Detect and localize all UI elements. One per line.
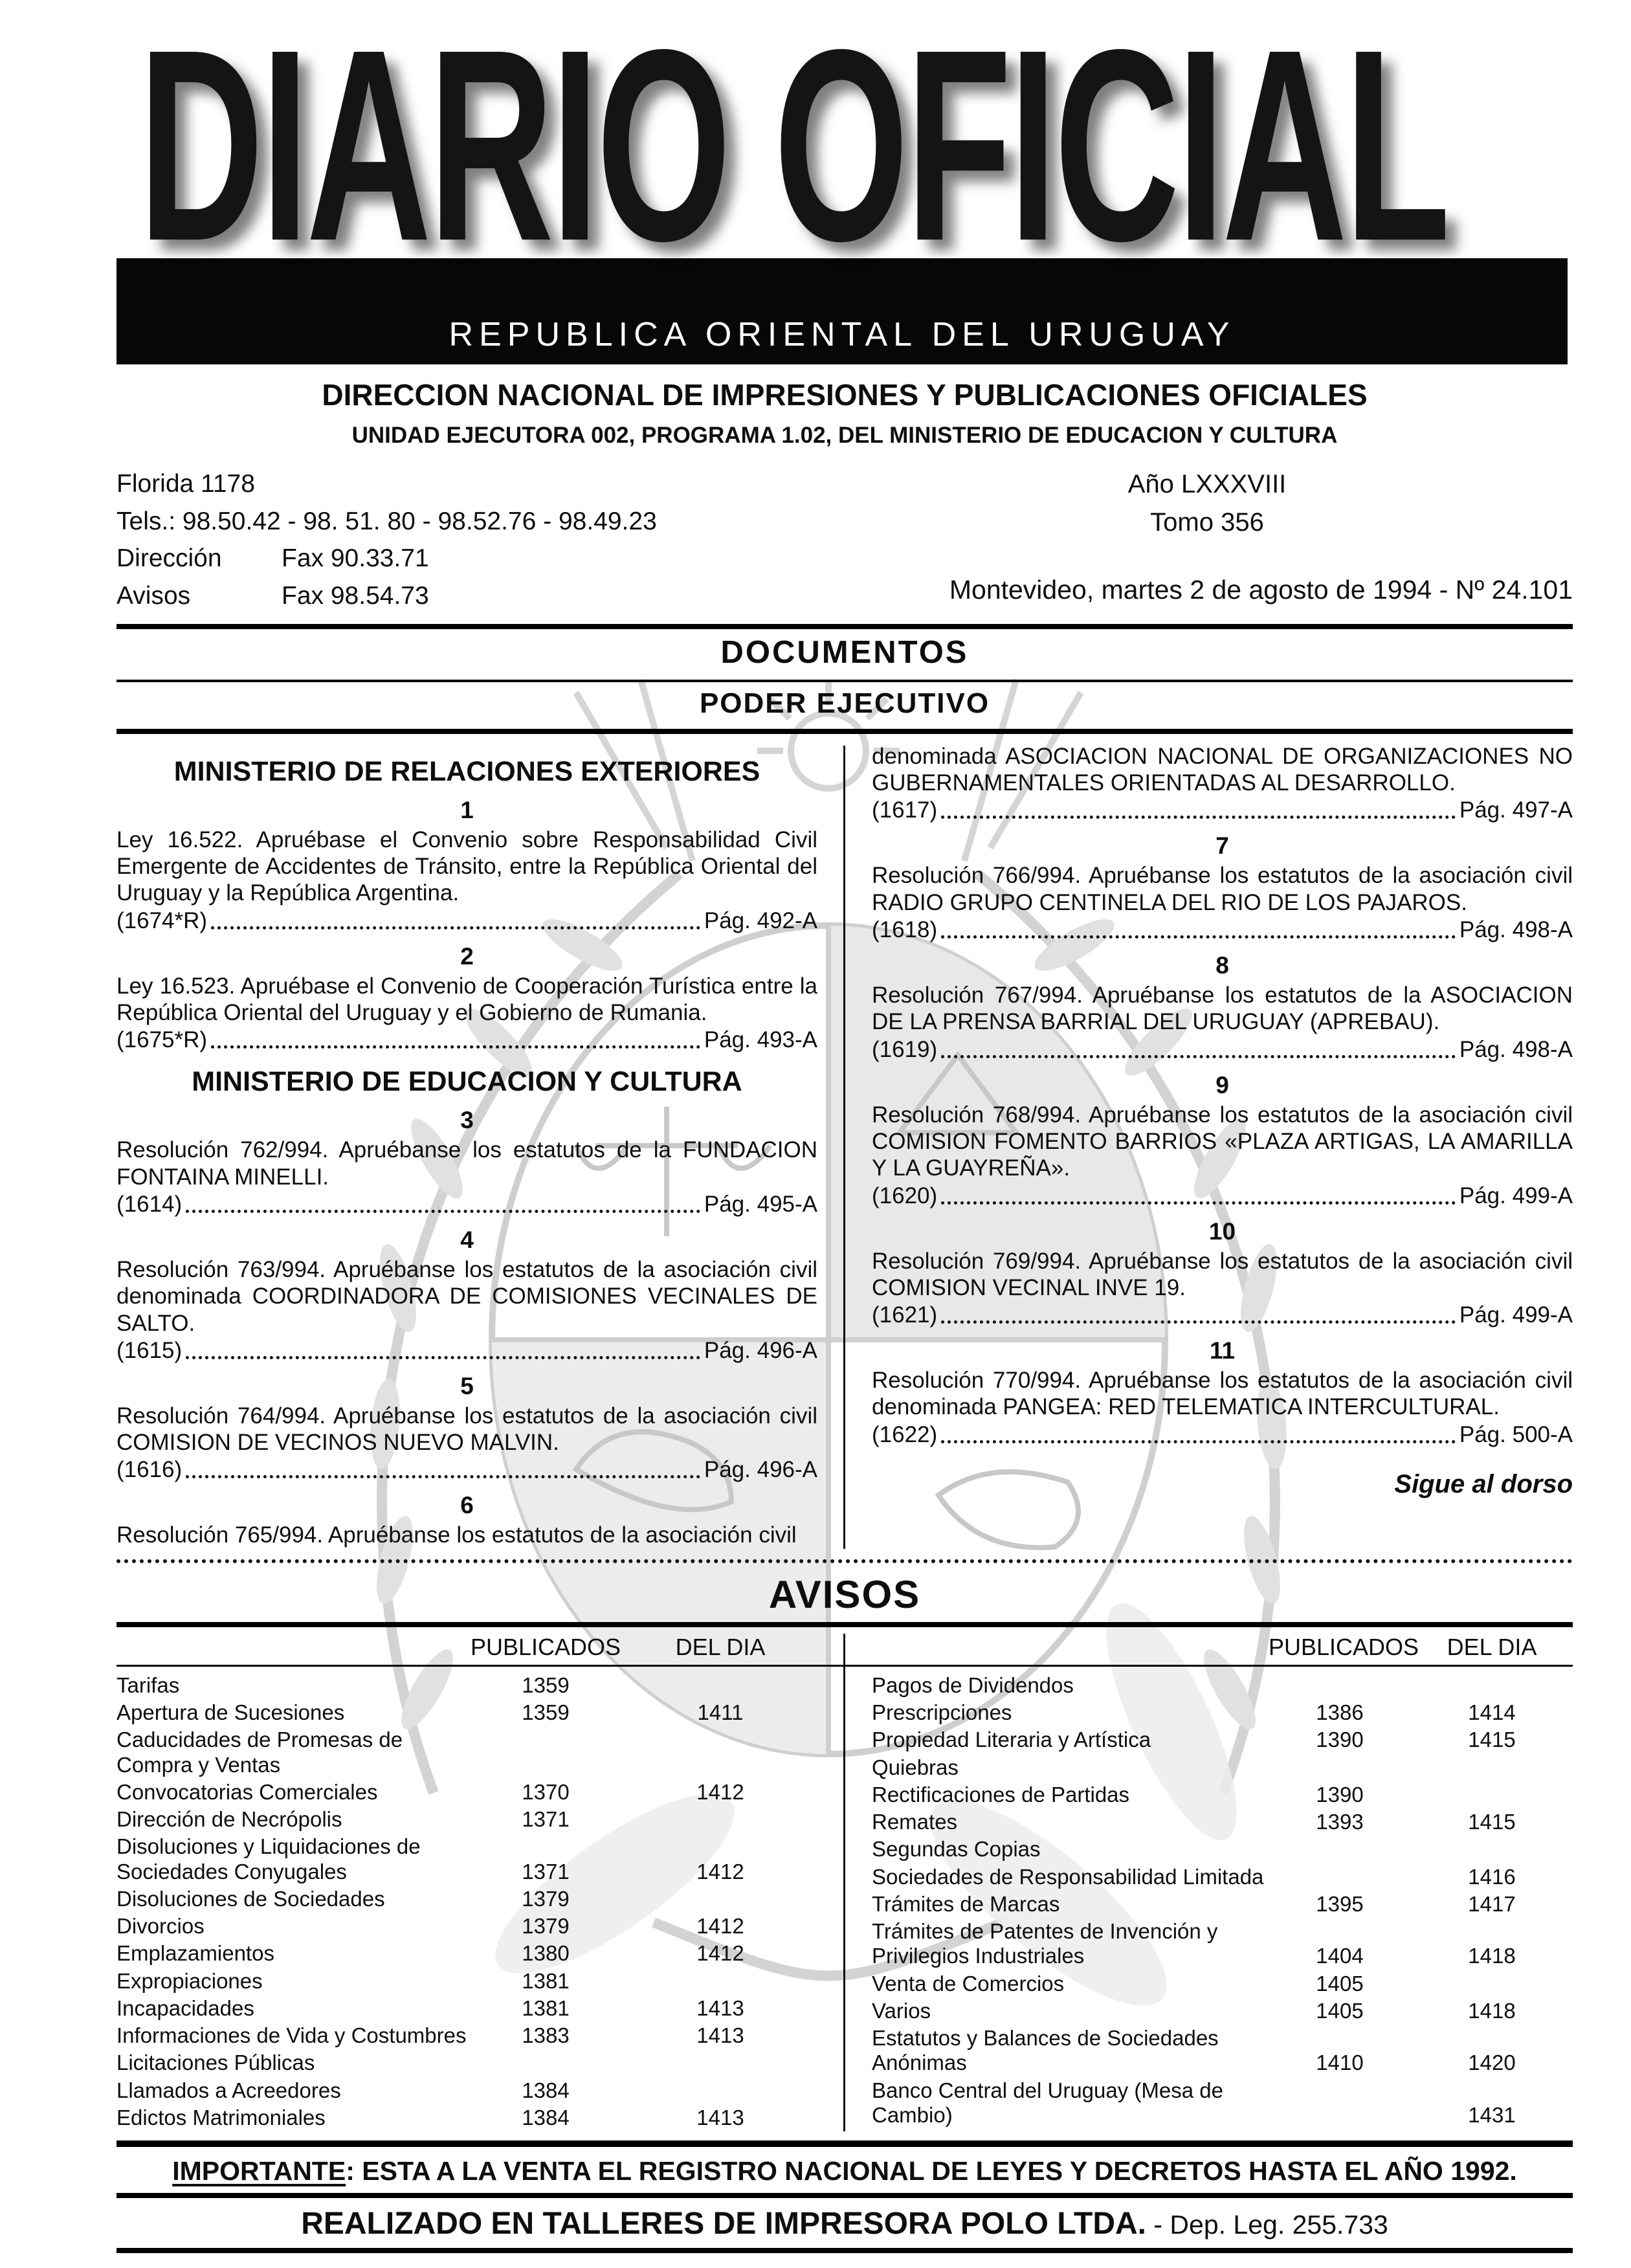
- avisos-row: [116, 2049, 817, 2076]
- toc-item-number: 6: [460, 1492, 474, 1519]
- toc-item-reference: [872, 1183, 1573, 1209]
- toc-page-number: Pág. 493-A: [704, 1027, 817, 1053]
- edition-info: [116, 465, 1573, 615]
- deldia-header: DEL DIA: [1447, 1633, 1537, 1660]
- avisos-row: [116, 1995, 817, 2022]
- avisos-deldia-value: 1415: [1468, 1728, 1516, 1752]
- toc-item-text: Ley 16.523. Apruébase el Convenio de Cooperación Turística entre la República Oriental del Uruguay y el Gobierno de Rumania.: [116, 973, 817, 1026]
- toc-page-number: Pág. 495-A: [704, 1191, 817, 1217]
- avisos-row: [872, 1997, 1573, 2025]
- avisos-row: [872, 1672, 1573, 1699]
- avisos-deldia-value: 1414: [1468, 1700, 1516, 1724]
- toc-page-number: Pág. 497-A: [1459, 797, 1573, 823]
- toc-ref-number: (1617): [872, 797, 938, 823]
- toc-item-number: 9: [1215, 1071, 1229, 1098]
- avisos-category-label: Edictos Matrimoniales: [116, 2105, 326, 2129]
- deldia-header: DEL DIA: [675, 1633, 766, 1660]
- dotted-leader: [941, 1055, 1456, 1058]
- address-line: [116, 465, 657, 503]
- avisos-row: [116, 1672, 817, 1699]
- avisos-publicados-value: 1379: [522, 1886, 570, 1911]
- avisos-row: [872, 1754, 1573, 1781]
- toc-right-entries: [872, 743, 1573, 1448]
- avisos-publicados-value: 1393: [1316, 1810, 1364, 1834]
- avisos-deldia-value: 1413: [696, 1996, 744, 2020]
- phones: 98.50.42 - 98. 51. 80 - 98.52.76 - 98.49.23: [182, 507, 657, 535]
- toc-item-number: 4: [460, 1226, 474, 1253]
- avisos-publicados-value: 1359: [522, 1700, 570, 1724]
- avisos-category-label: Apertura de Sucesiones: [116, 1700, 345, 1724]
- avisos-deldia-value: 1413: [696, 2105, 744, 2129]
- avisos-deldia-value: 1420: [1468, 2051, 1516, 2075]
- horizontal-rule: [116, 624, 1573, 629]
- avisos-deldia-value: 1412: [696, 1941, 744, 1966]
- avisos-row: [872, 1863, 1573, 1891]
- avisos-deldia-value: 1411: [697, 1700, 744, 1724]
- address: Florida 1178: [116, 470, 255, 498]
- toc-item-text: Resolución 766/994. Apruébanse los estatutos de la asociación civil RADIO GRUPO CENTINELA DEL RIO DE LOS PAJAROS.: [872, 863, 1573, 915]
- toc-item-text: Resolución 762/994. Apruébanse los estatutos de la FUNDACION FONTAINA MINELLI.: [116, 1137, 817, 1190]
- avisos-label: Avisos: [116, 582, 191, 610]
- avisos-deldia-value: 1412: [696, 1859, 744, 1884]
- dotted-leader: [186, 1475, 700, 1478]
- avisos-publicados-value: 1380: [522, 1941, 570, 1966]
- printer-credit: [116, 2206, 1573, 2241]
- avisos-row: [872, 1918, 1573, 1970]
- poder-ejecutivo-section-title: PODER EJECUTIVO: [699, 687, 990, 719]
- horizontal-rule: [116, 1622, 1573, 1627]
- tome-number: Tomo 356: [1150, 508, 1264, 537]
- avisos-left-headers: [116, 1634, 817, 1661]
- avisos-publicados-value: 1381: [522, 1968, 570, 1993]
- dotted-leader: [941, 1201, 1456, 1205]
- direccion-label: Dirección: [116, 544, 222, 573]
- avisos-category-label: Pagos de Dividendos: [872, 1673, 1074, 1697]
- avisos-publicados-value: 1395: [1316, 1891, 1364, 1916]
- avisos-deldia-value: 1418: [1468, 1944, 1516, 1968]
- important-notice: [116, 2156, 1573, 2186]
- dateline: Montevideo, martes 2 de agosto de 1994 - Nº 24.101: [949, 575, 1573, 605]
- avisos-row: [872, 2077, 1573, 2129]
- dotted-leader: [211, 1045, 700, 1049]
- printer-name: REALIZADO EN TALLERES DE IMPRESORA POLO LTDA.: [301, 2207, 1146, 2241]
- avisos-row: [872, 1726, 1573, 1753]
- avisos-left-table: [116, 1672, 817, 2132]
- phones-line: [116, 503, 657, 540]
- toc-item-number: 7: [1215, 832, 1229, 860]
- toc-item-reference: [872, 1302, 1573, 1328]
- avisos-deldia-value: 1417: [1468, 1891, 1516, 1916]
- toc-ref-number: (1620): [872, 1183, 938, 1208]
- avisos-tables: [116, 1672, 1573, 2132]
- toc-page-number: Pág. 499-A: [1459, 1302, 1573, 1328]
- avisos-fax: Fax 98.54.73: [282, 582, 429, 610]
- avisos-category-label: Divorcios: [116, 1914, 205, 1939]
- publicados-header: PUBLICADOS: [1269, 1633, 1419, 1660]
- avisos-publicados-value: 1371: [522, 1807, 570, 1832]
- toc-item-number: 2: [460, 942, 474, 970]
- toc-left-column: [116, 743, 817, 1549]
- dotted-separator: [116, 1559, 1573, 1563]
- toc-item-text: Resolución 769/994. Apruébanse los estatutos de la asociación civil COMISION VECINAL INVE 19.: [872, 1248, 1573, 1300]
- avisos-publicados-value: 1390: [1316, 1728, 1364, 1752]
- toc-page-number: Pág. 498-A: [1459, 1036, 1573, 1062]
- toc-page-number: Pág. 496-A: [704, 1337, 817, 1363]
- important-label: IMPORTANTE: [172, 2156, 346, 2186]
- direccion-fax-line: [116, 540, 657, 577]
- avisos-category-label: Varios: [872, 1998, 931, 2023]
- avisos-category-label: Sociedades de Responsabilidad Limitada: [872, 1864, 1264, 1889]
- avisos-publicados-value: 1381: [522, 1996, 570, 2020]
- avisos-category-label: Trámites de Patentes de Invención y Privilegios Industriales: [872, 1919, 1218, 1968]
- toc-item-number: 8: [1215, 952, 1229, 979]
- avisos-row: [116, 1806, 817, 1833]
- avisos-deldia-value: 1412: [696, 1914, 744, 1939]
- avisos-category-label: Rectificaciones de Partidas: [872, 1782, 1130, 1807]
- toc-item-text: Resolución 767/994. Apruébanse los estatutos de la ASOCIACION DE LA PRENSA BARRIAL DEL URUGUAY (APREBAU).: [872, 983, 1573, 1035]
- avisos-row: [872, 2025, 1573, 2077]
- toc-item-text: Resolución 770/994. Apruébanse los estatutos de la asociación civil denominada PANGEA: RED TELEMATICA INTERCULTURAL.: [872, 1368, 1573, 1420]
- avisos-category-label: Estatutos y Balances de Sociedades Anónimas: [872, 2026, 1219, 2075]
- avisos-publicados-value: 1383: [522, 2023, 570, 2048]
- toc-ref-number: (1615): [116, 1337, 183, 1363]
- masthead: [116, 0, 1573, 364]
- avisos-category-label: Tarifas: [116, 1673, 180, 1697]
- avisos-row: [116, 1779, 817, 1806]
- dotted-leader: [941, 935, 1456, 939]
- avisos-row: [116, 1885, 817, 1913]
- continues-overleaf-note: Sigue al dorso: [1394, 1469, 1573, 1498]
- avisos-publicados-value: 1371: [522, 1859, 570, 1884]
- toc-item-number: 11: [1209, 1337, 1236, 1364]
- avisos-publicados-value: 1370: [522, 1779, 570, 1804]
- avisos-row: [872, 1970, 1573, 1997]
- contact-block: [116, 465, 657, 615]
- horizontal-rule: [116, 680, 1573, 682]
- avisos-row: [116, 1726, 817, 1779]
- toc-page-number: Pág. 496-A: [704, 1457, 817, 1483]
- avisos-deldia-value: 1412: [696, 1779, 744, 1804]
- toc-page-number: Pág. 498-A: [1459, 917, 1573, 943]
- avisos-publicados-value: 1386: [1316, 1700, 1364, 1724]
- toc-item-reference: [116, 1338, 817, 1364]
- ministry-heading: MINISTERIO DE EDUCACION Y CULTURA: [192, 1066, 742, 1098]
- avisos-category-label: Banco Central del Uruguay (Mesa de Cambio): [872, 2078, 1223, 2127]
- toc-ref-number: (1616): [116, 1457, 183, 1483]
- avisos-category-label: Venta de Comercios: [872, 1971, 1065, 1996]
- avisos-publicados-value: 1359: [522, 1673, 570, 1697]
- avisos-row: [116, 1940, 817, 1967]
- avisos-section-title: AVISOS: [768, 1572, 921, 1616]
- toc-page-number: Pág. 500-A: [1459, 1421, 1573, 1447]
- avisos-category-label: Emplazamientos: [116, 1941, 274, 1966]
- toc-item-text: Resolución 764/994. Apruébanse los estatutos de la asociación civil COMISION DE VECINOS NUEVO MALVIN.: [116, 1403, 817, 1456]
- avisos-fax-line: [116, 577, 657, 615]
- toc-item-reference: [116, 908, 817, 934]
- toc-ref-number: (1622): [872, 1421, 938, 1447]
- avisos-category-label: Convocatorias Comerciales: [116, 1779, 378, 1804]
- dotted-leader: [941, 1320, 1456, 1324]
- toc-item-text: Ley 16.522. Apruébase el Convenio sobre Responsabilidad Civil Emergente de Accidentes de Tránsito, entre la República Oriental del Uruguay y la República Argentina.: [116, 827, 817, 906]
- avisos-publicados-value: 1384: [522, 2105, 570, 2129]
- toc-item-reference: [872, 797, 1573, 823]
- avisos-category-label: Llamados a Acreedores: [116, 2078, 341, 2102]
- toc-page-number: Pág. 492-A: [704, 907, 817, 933]
- avisos-deldia-value: 1418: [1468, 1998, 1516, 2023]
- avisos-publicados-value: 1405: [1316, 1998, 1364, 2023]
- avisos-category-label: Caducidades de Promesas de Compra y Ventas: [116, 1728, 403, 1777]
- avisos-category-label: Remates: [872, 1810, 958, 1834]
- avisos-publicados-value: 1390: [1316, 1782, 1364, 1807]
- toc-item-reference: [872, 1422, 1573, 1448]
- avisos-category-label: Prescripciones: [872, 1700, 1012, 1724]
- avisos-row: [872, 1808, 1573, 1836]
- toc-item-text: Resolución 768/994. Apruébanse los estatutos de la asociación civil COMISION FOMENTO BARRIOS «PLAZA ARTIGAS, LA AMARILLA Y LA GUAYREÑA».: [872, 1102, 1573, 1181]
- toc-item-number: 10: [1208, 1217, 1236, 1245]
- dotted-leader: [211, 926, 700, 929]
- avisos-category-label: Licitaciones Públicas: [116, 2051, 315, 2075]
- direccion-fax: Fax 90.33.71: [282, 544, 429, 573]
- avisos-right-table: [872, 1672, 1573, 2132]
- horizontal-rule: [116, 2248, 1573, 2253]
- toc-ref-number: (1675*R): [116, 1027, 208, 1053]
- avisos-row: [872, 1836, 1573, 1863]
- avisos-row: [116, 2022, 817, 2049]
- avisos-deldia-value: 1415: [1468, 1810, 1516, 1834]
- dotted-leader: [186, 1356, 700, 1359]
- toc-item-number: 3: [460, 1107, 474, 1134]
- toc-item-number: 5: [460, 1372, 474, 1399]
- avisos-category-label: Trámites de Marcas: [872, 1891, 1060, 1916]
- horizontal-rule: [116, 2193, 1573, 2198]
- publicados-header: PUBLICADOS: [470, 1633, 621, 1660]
- avisos-category-label: Dirección de Necrópolis: [116, 1807, 342, 1832]
- dotted-leader: [186, 1210, 700, 1213]
- dotted-leader: [941, 1440, 1456, 1443]
- toc-ref-number: (1619): [872, 1036, 938, 1062]
- toc-item-reference: [116, 1027, 817, 1053]
- avisos-category-label: Disoluciones y Liquidaciones de Sociedades Conyugales: [116, 1834, 421, 1884]
- avisos-category-label: Expropiaciones: [116, 1968, 263, 1993]
- country-subtitle: REPUBLICA ORIENTAL DEL URUGUAY: [449, 316, 1236, 353]
- avisos-category-label: Segundas Copias: [872, 1837, 1041, 1862]
- toc-ref-number: (1614): [116, 1191, 183, 1217]
- avisos-publicados-value: 1384: [522, 2078, 570, 2102]
- avisos-row: [116, 1968, 817, 1995]
- toc-ref-number: (1618): [872, 917, 938, 943]
- avisos-row: [116, 2077, 817, 2104]
- horizontal-rule: [116, 2140, 1573, 2147]
- important-text: : ESTA A LA VENTA EL REGISTRO NACIONAL DE LEYES Y DECRETOS HASTA EL AÑO 1992.: [346, 2156, 1517, 2186]
- toc-item-reference: [872, 917, 1573, 943]
- toc-ref-number: (1674*R): [116, 907, 208, 933]
- avisos-deldia-value: 1431: [1468, 2102, 1516, 2127]
- avisos-row: [116, 2104, 817, 2131]
- avisos-publicados-value: 1405: [1316, 1971, 1364, 1996]
- agency-unit: UNIDAD EJECUTORA 002, PROGRAMA 1.02, DEL MINISTERIO DE EDUCACION Y CULTURA: [351, 423, 1338, 448]
- avisos-row: [116, 1699, 817, 1726]
- phones-label: Tels.:: [116, 507, 176, 535]
- toc-item-reference: [116, 1457, 817, 1483]
- avisos-row: [872, 1781, 1573, 1808]
- avisos-category-label: Disoluciones de Sociedades: [116, 1886, 385, 1911]
- avisos-publicados-value: 1379: [522, 1914, 570, 1939]
- avisos-row: [872, 1891, 1573, 1918]
- horizontal-rule: [116, 729, 1573, 734]
- avisos-deldia-value: 1416: [1468, 1864, 1516, 1889]
- toc-columns: [116, 743, 1573, 1549]
- toc-item-text: Resolución 763/994. Apruébanse los estatutos de la asociación civil denominada COORDINADORA DE COMISIONES VECINALES DE SALTO.: [116, 1256, 817, 1336]
- avisos-deldia-value: 1413: [696, 2023, 744, 2048]
- avisos-category-label: Informaciones de Vida y Costumbres: [116, 2023, 467, 2048]
- toc-item-text: Resolución 765/994. Apruébanse los estatutos de la asociación civil: [116, 1522, 797, 1548]
- avisos-right-headers: [872, 1634, 1573, 1661]
- gazette-title: DIARIO OFICIAL: [139, 0, 1448, 298]
- toc-ref-number: (1621): [872, 1302, 938, 1328]
- toc-item-number: 1: [460, 796, 474, 823]
- toc-item-text: denominada ASOCIACION NACIONAL DE ORGANIZACIONES NO GUBERNAMENTALES ORIENTADAS AL DESARROLLO.: [872, 743, 1573, 796]
- avisos-publicados-value: 1404: [1316, 1944, 1364, 1968]
- agency-name: DIRECCION NACIONAL DE IMPRESIONES Y PUBLICACIONES OFICIALES: [322, 378, 1368, 412]
- toc-item-reference: [872, 1037, 1573, 1063]
- ministry-heading: MINISTERIO DE RELACIONES EXTERIORES: [173, 755, 760, 787]
- legal-deposit: - Dep. Leg. 255.733: [1146, 2210, 1388, 2240]
- edition-block: [841, 465, 1573, 615]
- toc-item-reference: [116, 1192, 817, 1217]
- avisos-row: [872, 1699, 1573, 1726]
- toc-right-column: [872, 743, 1573, 1549]
- avisos-row: [116, 1913, 817, 1940]
- avisos-column-headers: [116, 1634, 1573, 1661]
- toc-page-number: Pág. 499-A: [1459, 1183, 1573, 1208]
- avisos-category-label: Quiebras: [872, 1755, 959, 1779]
- year-number: Año LXXXVIII: [1127, 470, 1287, 498]
- documentos-section-title: DOCUMENTOS: [720, 634, 969, 670]
- avisos-index: [116, 1634, 1573, 2132]
- avisos-category-label: Incapacidades: [116, 1996, 254, 2020]
- avisos-row: [116, 1833, 817, 1885]
- dotted-leader: [941, 816, 1456, 819]
- horizontal-rule: [116, 1665, 1573, 1667]
- avisos-publicados-value: 1410: [1316, 2051, 1364, 2075]
- avisos-category-label: Propiedad Literaria y Artística: [872, 1728, 1151, 1752]
